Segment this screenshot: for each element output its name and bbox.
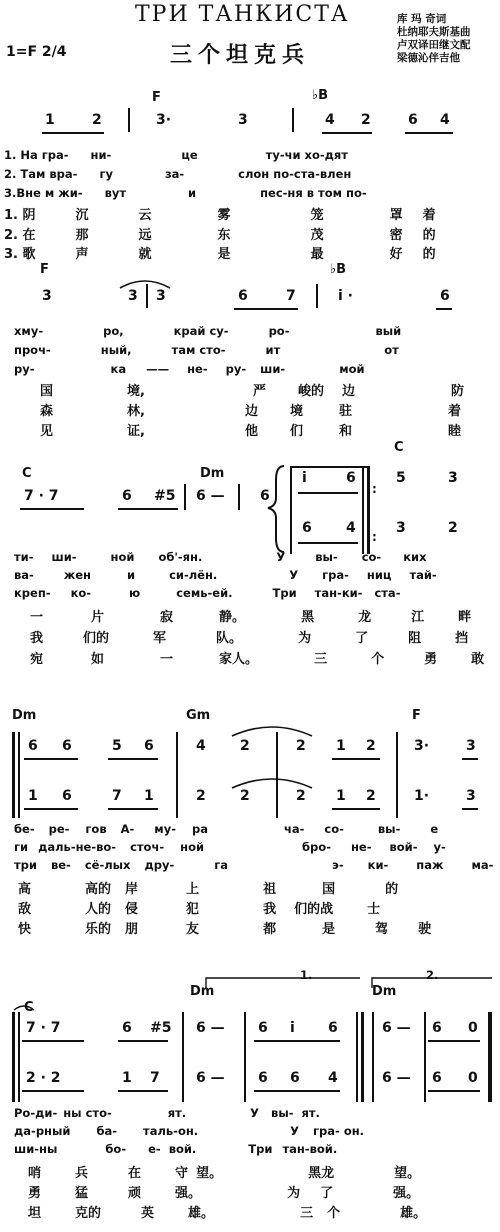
staff-line: [290, 466, 370, 468]
barline: [128, 108, 130, 132]
barline: [18, 1012, 20, 1102]
note: 6 —: [196, 1070, 225, 1086]
lyric-ru-verse-3: три ве- сё-лых дру- га э- ки- паж ма-: [14, 858, 494, 872]
beam: [462, 808, 478, 810]
lyric-ru-verse-1: ти- ши- ной об'-ян. У вы- со- ких: [14, 550, 427, 564]
note: 2: [296, 788, 306, 804]
note: 2: [366, 788, 376, 804]
beam: [118, 508, 178, 510]
note: 7 · 7: [26, 1020, 61, 1036]
repeat-barline: [362, 466, 364, 554]
barline: [316, 284, 318, 308]
beam: [298, 542, 358, 544]
note: 3: [128, 288, 138, 304]
beam: [332, 758, 380, 760]
beam: [20, 508, 84, 510]
chord-symbol: F: [152, 90, 161, 105]
lyric-cn-verse-3: 3. 歌 声 就 是 最 好 的: [4, 247, 436, 262]
note: 1: [122, 1070, 132, 1086]
lyric-cn-verse-3: 坦 克的 英 雄。 三 个 雄。: [28, 1206, 427, 1221]
repeat-barline: [356, 1012, 358, 1102]
beam: [22, 1040, 84, 1042]
note: #5: [150, 1020, 172, 1036]
note: 7: [286, 288, 296, 304]
lyric-ru-verse-1: хму- ро, край су- ро- вый: [14, 324, 402, 338]
note: 7 · 7: [24, 488, 59, 504]
lyric-cn-verse-2: 敌 人的 侵 犯 我 们的战 士: [18, 902, 381, 917]
lyric-cn-verse-2: 我 们的 军 队。 为 了 阻 挡: [30, 631, 469, 646]
key-signature: 1=F 2/4: [6, 44, 67, 60]
chord-symbol: C: [22, 466, 32, 481]
note: 1: [336, 738, 346, 754]
beam: [298, 492, 358, 494]
note: 2: [196, 788, 206, 804]
note: 2: [296, 738, 306, 754]
lyric-cn-verse-3: 快 乐的 朋 友 都 是 驾 驶: [18, 922, 432, 937]
system-4: [0, 708, 500, 942]
repeat-dots: :: [372, 482, 377, 496]
beam: [42, 132, 104, 134]
note: 6: [432, 1020, 442, 1036]
note: #5: [154, 488, 176, 504]
credit-translator: 卢双译田继文配: [397, 39, 471, 51]
beam: [108, 758, 158, 760]
lyric-ru-verse-3: ру- ка —— не- ру- ши- мой: [14, 362, 365, 376]
chord-symbol: Gm: [186, 708, 211, 723]
lyric-ru-verse-3: ши-ны бо- е- вой. Три тан-вой.: [14, 1142, 338, 1156]
note: 6: [122, 488, 132, 504]
note: 6 —: [382, 1070, 411, 1086]
lyric-ru-verse-2: проч- ный, там сто- ит от: [14, 343, 399, 357]
barline: [424, 1012, 426, 1102]
chord-symbol: ♭B: [330, 262, 347, 277]
note: 6 —: [196, 1020, 225, 1036]
beam: [108, 808, 158, 810]
note: 4: [325, 112, 335, 128]
repeat-barline: [12, 732, 15, 818]
lyric-ru-verse-1: 1. На гра- ни- це ту-чи хо-дят: [4, 148, 348, 162]
note: 6: [238, 288, 248, 304]
lyric-cn-verse-2: 2. 在 那 远 东 茂 密 的: [4, 228, 436, 243]
note: 6: [28, 738, 38, 754]
note: 7: [112, 788, 122, 804]
beam: [118, 1040, 168, 1042]
repeat-barline: [361, 1012, 364, 1102]
note: 2: [240, 738, 250, 754]
note: 3: [466, 788, 476, 804]
beam: [428, 1090, 480, 1092]
chord-symbol: Dm: [200, 466, 225, 481]
lyric-cn-verse-3: 见 证, 他 们 和 睦: [40, 424, 462, 439]
note: 2: [92, 112, 102, 128]
chord-symbol: F: [412, 708, 421, 723]
lyric-cn-verse-1: 哨 兵 在 守 望。 黑龙 望。: [28, 1166, 421, 1181]
note: 2: [366, 738, 376, 754]
volta-2-label: 2.: [426, 968, 439, 982]
beam: [234, 308, 298, 310]
lyric-ru-verse-2: ва- жен и си-лён. У гра- ниц тай-: [14, 568, 437, 582]
chord-symbol: C: [394, 440, 404, 455]
barline: [176, 732, 178, 818]
note: 6: [258, 1070, 268, 1086]
note: 6: [408, 112, 418, 128]
tie-arc: [0, 262, 500, 302]
barline: [146, 284, 148, 308]
system-1: [0, 88, 500, 262]
note: 6: [432, 1070, 442, 1086]
credits-block: [397, 13, 497, 65]
barline: [182, 1012, 184, 1102]
note: 0: [468, 1020, 478, 1036]
repeat-barline: [367, 466, 370, 554]
note: 2 · 2: [26, 1070, 61, 1086]
beam: [118, 1090, 168, 1092]
barline: [290, 466, 292, 554]
lyric-ru-verse-2: 2. Там вра- гу за- слон по-ста-влен: [4, 167, 352, 181]
note: 6: [328, 1020, 338, 1036]
lyric-cn-verse-1: 一 片 寂 静。 黑 龙 江 畔: [30, 610, 472, 625]
note: 6 —: [382, 1020, 411, 1036]
beam: [322, 132, 372, 134]
note: 4: [196, 738, 206, 754]
note: 1: [336, 788, 346, 804]
note: 1: [144, 788, 154, 804]
system-2: [0, 262, 500, 442]
credit-composer: 杜纳耶夫斯基曲: [397, 26, 471, 38]
note: i: [302, 470, 307, 486]
note: 0: [468, 1070, 478, 1086]
final-barline: [488, 1012, 492, 1102]
system-brace: [0, 440, 500, 560]
beam: [332, 808, 380, 810]
lyric-cn-verse-1: 1. 阴 沉 云 雾 笼 罩 着: [4, 208, 436, 223]
note: 3: [448, 470, 458, 486]
note: 2: [361, 112, 371, 128]
beam: [436, 308, 452, 310]
beam: [24, 808, 78, 810]
lyric-cn-verse-2: 勇 猛 顽 强。 为 了 强。: [28, 1186, 420, 1201]
note: 6: [62, 788, 72, 804]
note: 6: [290, 1070, 300, 1086]
note: 3: [238, 112, 248, 128]
note: 2: [240, 788, 250, 804]
credit-lyricist: 库 玛 奇词: [397, 13, 447, 25]
system-3: [0, 440, 500, 670]
note: 4: [346, 520, 356, 536]
note: 1: [45, 112, 55, 128]
beam: [254, 1040, 340, 1042]
note: 6: [144, 738, 154, 754]
lyric-ru-verse-3: 3.Вне м жи- вут и пес-ня в том по-: [4, 186, 367, 200]
beam: [22, 1090, 84, 1092]
lyric-cn-verse-2: 森 林, 边 境 驻 着: [40, 404, 462, 419]
note: 5: [396, 470, 406, 486]
note: 6: [258, 1020, 268, 1036]
note: 1·: [414, 788, 430, 804]
beam: [24, 758, 78, 760]
barline: [396, 732, 398, 818]
note: 6: [302, 520, 312, 536]
lyric-cn-verse-1: 高 高的 岸 上 祖 国 的: [18, 882, 399, 897]
lyric-ru-verse-2: да-рный ба- таль-он. У гра- он.: [14, 1124, 365, 1138]
chord-symbol: F: [40, 262, 49, 277]
note: 6: [62, 738, 72, 754]
barline: [244, 1012, 246, 1102]
note: 5: [112, 738, 122, 754]
repeat-barline: [12, 1012, 15, 1102]
note: 4: [328, 1070, 338, 1086]
lyric-cn-verse-1: 国 境, 严 峻的 边 防: [40, 384, 465, 399]
system-5: [0, 968, 500, 1230]
note: 6 —: [196, 488, 225, 504]
credit-guitar: 梁德沁伴吉他: [397, 52, 460, 64]
note: 6: [440, 288, 450, 304]
note: 6: [346, 470, 356, 486]
note: 3: [396, 520, 406, 536]
note: i: [290, 1020, 295, 1036]
beam: [405, 132, 453, 134]
chord-symbol: Dm: [12, 708, 37, 723]
note: 2: [448, 520, 458, 536]
note: 3: [466, 738, 476, 754]
note: 7: [150, 1070, 160, 1086]
repeat-dots: :: [372, 530, 377, 544]
lyric-ru-verse-1: бе- ре- гов А- му- ра ча- со- вы- е: [14, 822, 439, 836]
note: 1: [28, 788, 38, 804]
song-title-chinese: 三个坦克兵: [170, 43, 311, 68]
volta-1-label: 1.: [300, 968, 313, 982]
note: 3: [42, 288, 52, 304]
chord-symbol: Dm: [372, 984, 397, 999]
note: 6: [260, 488, 270, 504]
note: i ·: [338, 288, 353, 304]
lyric-ru-verse-3: креп- ко- ю семь-ей. Три тан-ки- ста-: [14, 586, 401, 600]
note: 4: [440, 112, 450, 128]
lyric-ru-verse-2: ги даль-не-во- сточ- ной бро- не- вой- у-: [14, 840, 446, 854]
chord-symbol: C: [24, 1000, 34, 1015]
lyric-ru-verse-1: Ро-ди- ны сто- ят. У вы- ят.: [14, 1106, 320, 1120]
barline: [372, 1012, 374, 1102]
note: 3: [156, 288, 166, 304]
song-title-russian: ТРИ ТАНКИСТА: [135, 2, 350, 27]
lyric-cn-verse-3: 宛 如 一 家人。 三 个 勇 敢: [30, 652, 485, 667]
note: 3·: [156, 112, 172, 128]
note: 6: [122, 1020, 132, 1036]
barline: [292, 108, 294, 132]
chord-symbol: ♭B: [312, 88, 329, 103]
beam: [254, 1090, 340, 1092]
beam: [462, 758, 478, 760]
barline: [18, 732, 20, 818]
note: 3·: [414, 738, 430, 754]
chord-symbol: Dm: [190, 984, 215, 999]
barline: [276, 732, 278, 818]
beam: [428, 1040, 480, 1042]
slur-arcs: [0, 708, 500, 828]
